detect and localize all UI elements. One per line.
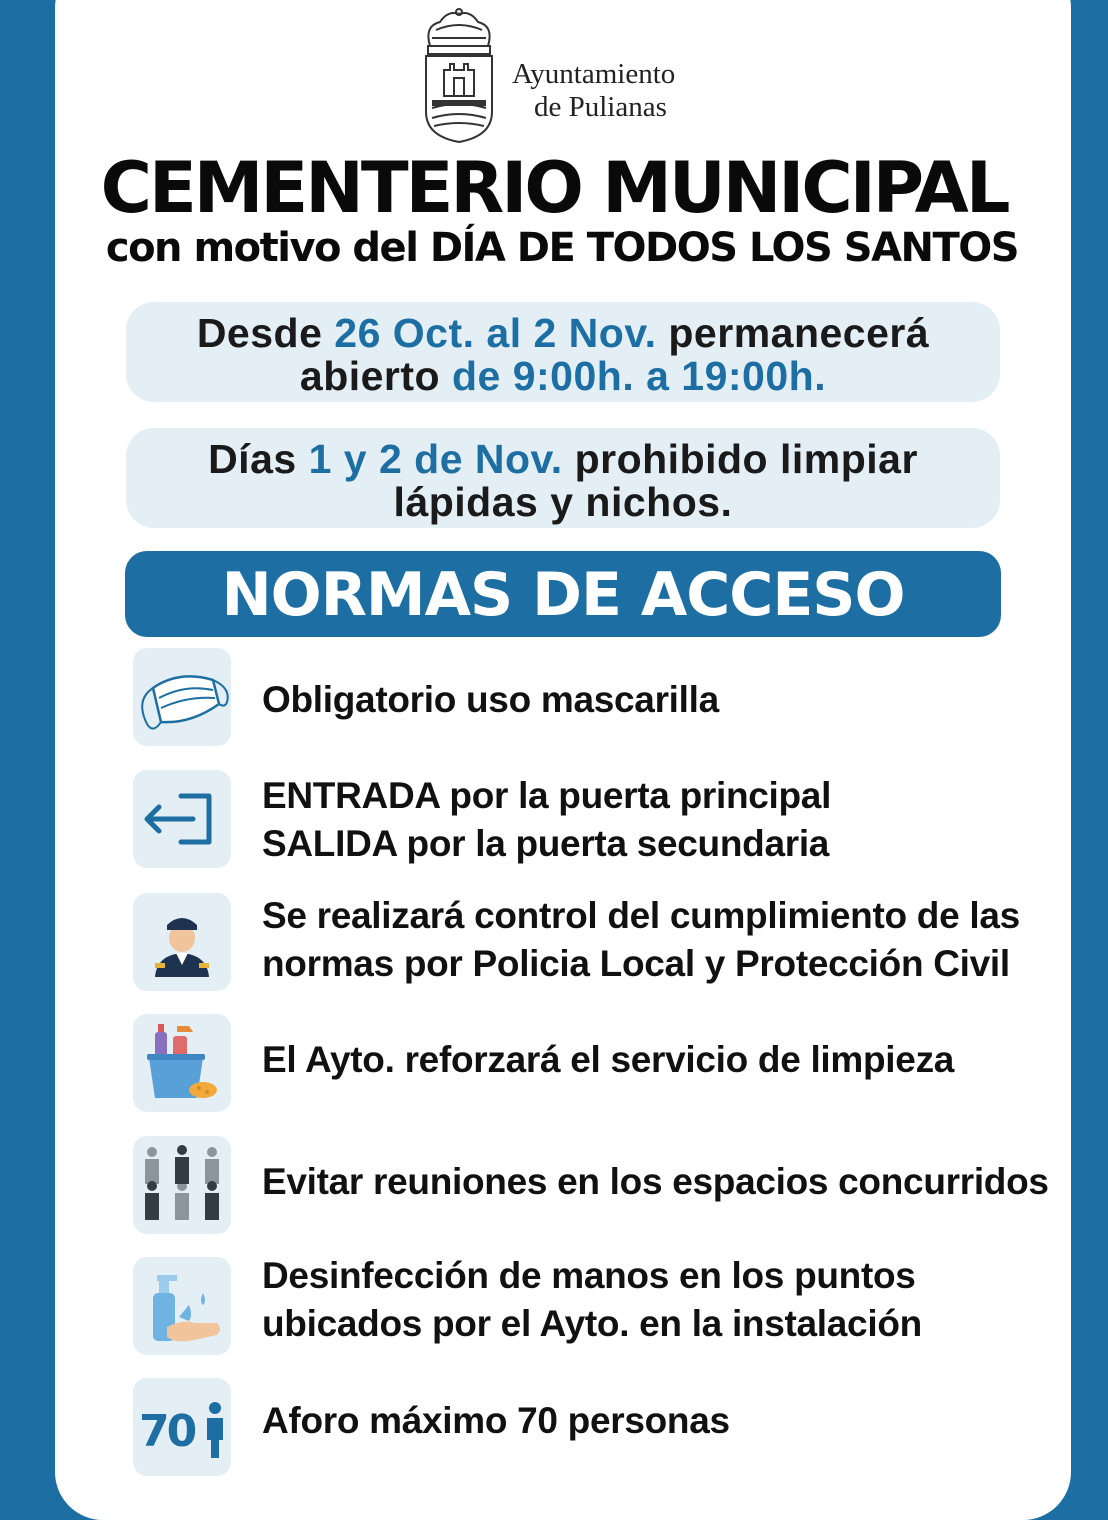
rule-text: ubicados por el Ayto. en la instalación <box>262 1303 922 1344</box>
org-line-2: de Pulianas <box>534 91 667 123</box>
page-title: CEMENTERIO MUNICIPAL <box>100 147 1008 229</box>
rule-item <box>262 1158 1049 1206</box>
ban-text-d: lápidas y nichos. <box>393 479 733 525</box>
rule-text: Desinfección de manos en los puntos <box>262 1255 916 1296</box>
rule-icon-box <box>133 1378 231 1476</box>
organization-name <box>512 58 675 124</box>
rule-item <box>262 892 1020 988</box>
rule-text: Evitar reuniones en los espacios concurridos <box>262 1161 1049 1202</box>
rule-item <box>262 1036 954 1084</box>
police-officer-icon <box>133 893 231 991</box>
entrance-icon <box>133 770 231 868</box>
rule-text: ENTRADA por la puerta principal <box>262 775 832 816</box>
capacity-icon <box>133 1378 231 1476</box>
opening-hours-box <box>126 302 1000 402</box>
hours-dates: 26 Oct. al 2 Nov. <box>334 310 657 356</box>
rule-icon-box <box>133 1257 231 1355</box>
rule-text: normas por Policia Local y Protección Civil <box>262 943 1010 984</box>
ban-text-a: Días <box>208 436 309 482</box>
rule-icon-box <box>133 648 231 746</box>
rule-icon-box <box>133 1136 231 1234</box>
rule-icon-box <box>133 1014 231 1112</box>
rule-text: Obligatorio uso mascarilla <box>262 679 719 720</box>
cleaning-ban-box <box>126 428 1000 528</box>
rule-item <box>262 676 719 724</box>
rule-icon-box <box>133 770 231 868</box>
rule-text: Aforo máximo 70 personas <box>262 1400 730 1441</box>
rule-text: El Ayto. reforzará el servicio de limpieza <box>262 1039 955 1080</box>
crowd-icon <box>133 1136 231 1234</box>
page-subtitle: con motivo del DÍA DE TODOS LOS SANTOS <box>105 225 1019 271</box>
hours-times: de 9:00h. a 19:00h. <box>451 353 827 399</box>
rule-text: SALIDA por la puerta secundaria <box>262 823 830 864</box>
rule-icon-box <box>133 893 231 991</box>
hours-text-d: abierto <box>299 353 452 399</box>
ban-text-c: prohibido limpiar <box>562 436 918 482</box>
rule-text: Se realizará control del cumplimiento de las <box>262 895 1020 936</box>
hours-text-c: permanecerá <box>656 310 930 356</box>
cleaning-supplies-icon <box>133 1014 231 1112</box>
hand-sanitizer-icon <box>133 1257 231 1355</box>
rule-item <box>262 1397 730 1445</box>
rule-item <box>262 1252 922 1348</box>
rule-item <box>262 772 831 868</box>
ban-dates: 1 y 2 de Nov. <box>308 436 563 482</box>
town-crest-icon <box>418 8 500 144</box>
access-rules-banner: NORMAS DE ACCESO <box>125 551 1001 637</box>
mask-icon <box>133 648 231 746</box>
hours-text-a: Desde <box>196 310 335 356</box>
org-line-1: Ayuntamiento <box>512 58 676 90</box>
capacity-number: 70 <box>139 1406 195 1457</box>
